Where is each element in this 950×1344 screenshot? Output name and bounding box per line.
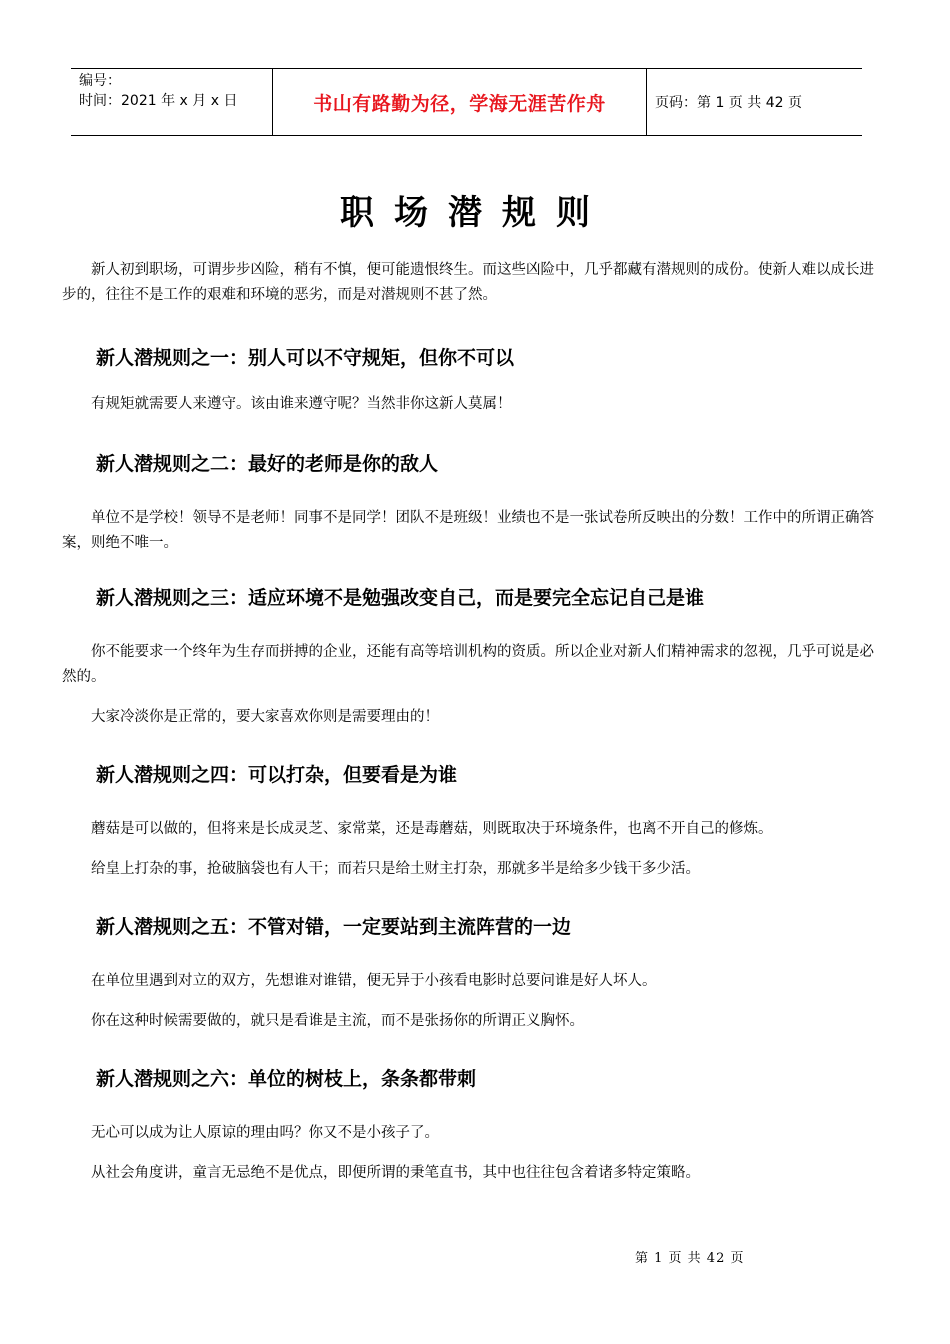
header-meta [71, 69, 273, 135]
page-footer: 第 1 页 共 42 页 [635, 1251, 745, 1266]
document-time: 时间：2021 年 x 月 x 日 [79, 93, 238, 109]
section-6-paragraph-1: 无心可以成为让人原谅的理由吗？你又不是小孩子了。 [91, 1125, 439, 1141]
section-5-paragraph-2: 你在这种时候需要做的，就只是看谁是主流，而不是张扬你的所谓正义胸怀。 [91, 1013, 584, 1029]
page-header [71, 68, 862, 136]
section-heading-1: 新人潜规则之一：别人可以不守规矩，但你不可以 [96, 347, 515, 369]
header-page-info: 页码：第 1 页 共 42 页 [655, 95, 802, 111]
section-heading-5: 新人潜规则之五：不管对错，一定要站到主流阵营的一边 [96, 916, 572, 938]
intro-paragraph: 新人初到职场，可谓步步凶险，稍有不慎，便可能遗恨终生。而这些凶险中，几乎都藏有潜规则的成份。使新人难以成长进步的，往往不是工作的艰难和环境的恶劣，而是对潜规则不甚了然。 [62, 262, 874, 303]
section-heading-2: 新人潜规则之二：最好的老师是你的敌人 [96, 453, 439, 475]
document-number-label: 编号： [79, 73, 121, 89]
section-6-paragraph-2: 从社会角度讲，童言无忌绝不是优点，即便所谓的秉笔直书，其中也往往包含着诸多特定策略。 [91, 1165, 700, 1181]
section-4-paragraph-1: 蘑菇是可以做的，但将来是长成灵芝、家常菜，还是毒蘑菇，则既取决于环境条件，也离不开自己的修炼。 [91, 821, 773, 837]
section-heading-6: 新人潜规则之六：单位的树枝上，条条都带刺 [96, 1068, 477, 1090]
section-heading-4: 新人潜规则之四：可以打杂，但要看是为谁 [96, 764, 458, 786]
document-title: 职场潜规则 [340, 193, 610, 233]
section-5-paragraph-1: 在单位里遇到对立的双方，先想谁对谁错，便无异于小孩看电影时总要问谁是好人坏人。 [91, 973, 657, 989]
section-3-paragraph-2: 大家冷淡你是正常的，要大家喜欢你则是需要理由的！ [91, 709, 439, 725]
document-body [62, 258, 882, 1186]
section-1-paragraph-1: 有规矩就需要人来遵守。该由谁来遵守呢？当然非你这新人莫属！ [91, 396, 512, 412]
section-2-paragraph-1: 单位不是学校！领导不是老师！同事不是同学！团队不是班级！业绩也不是一张试卷所反映出的分数！工作中的所谓正确答案，则绝不唯一。 [62, 510, 874, 551]
section-4-paragraph-2: 给皇上打杂的事，抢破脑袋也有人干；而若只是给土财主打杂，那就多半是给多少钱干多少活。 [91, 861, 700, 877]
section-heading-3: 新人潜规则之三：适应环境不是勉强改变自己，而是要完全忘记自己是谁 [96, 587, 705, 609]
section-3-paragraph-1: 你不能要求一个终年为生存而拼搏的企业，还能有高等培训机构的资质。所以企业对新人们精神需求的忽视，几乎可说是必然的。 [62, 644, 874, 685]
header-motto: 书山有路勤为径，学海无涯苦作舟 [273, 69, 647, 135]
